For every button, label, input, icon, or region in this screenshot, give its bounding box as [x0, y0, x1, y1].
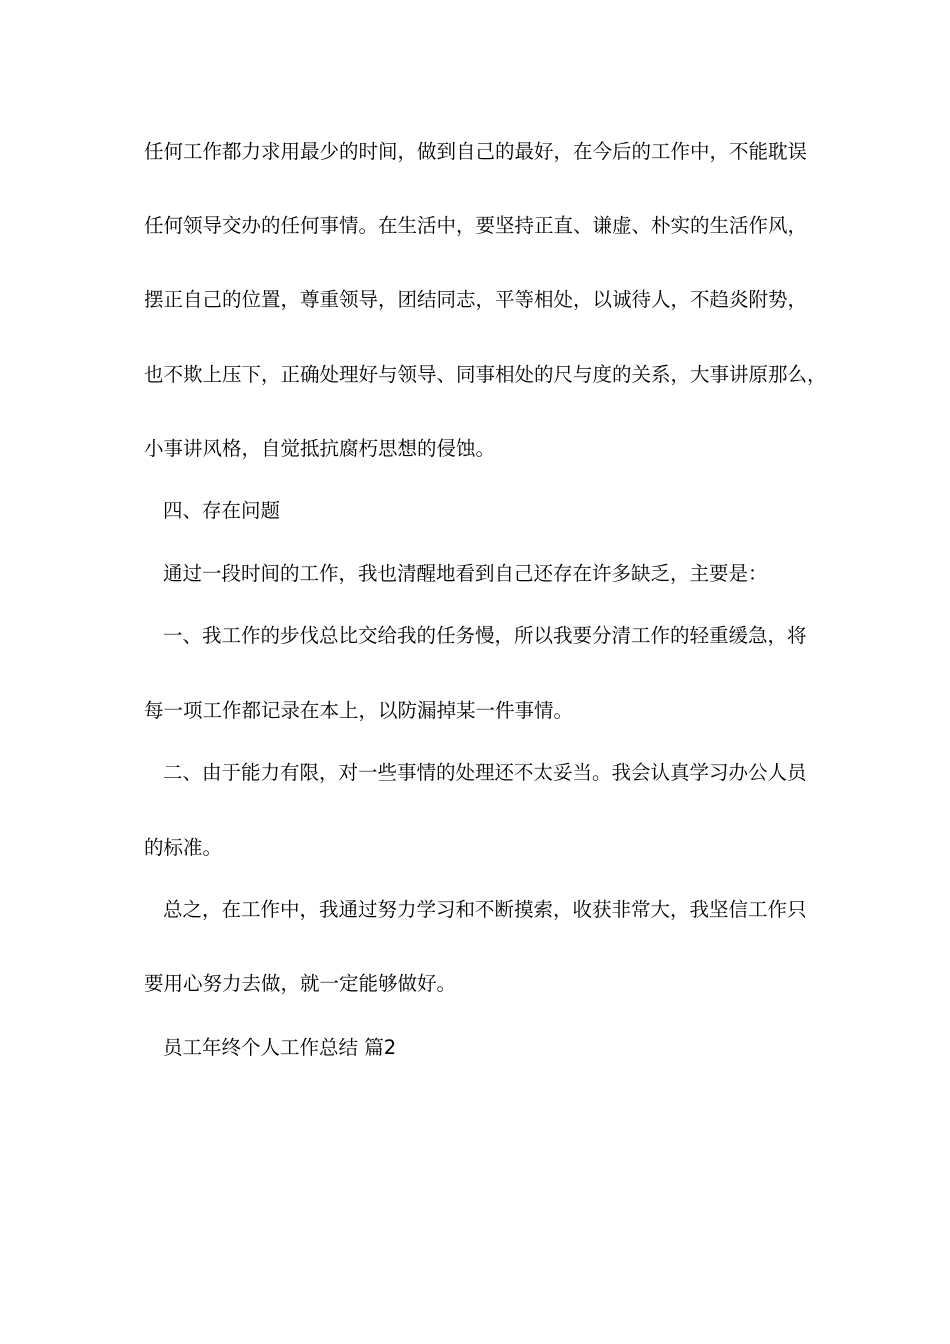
section-heading: 四、存在问题	[163, 499, 281, 522]
paragraph-line: 摆正自己的位置，尊重领导，团结同志，平等相处，以诚待人，不趋炎附势，	[144, 288, 808, 311]
section-title: 员工年终个人工作总结 篇2	[163, 1036, 397, 1059]
paragraph-line: 也不欺上压下，正确处理好与领导、同事相处的尺与度的关系，大事讲原那么，	[144, 363, 827, 386]
paragraph-line: 任何工作都力求用最少的时间，做到自己的最好，在今后的工作中，不能耽误	[144, 140, 808, 163]
paragraph-line: 总之，在工作中，我通过努力学习和不断摸索，收获非常大，我坚信工作只	[163, 898, 807, 921]
paragraph-line: 一、我工作的步伐总比交给我的任务慢，所以我要分清工作的轻重缓急，将	[163, 624, 807, 647]
paragraph-line: 二、由于能力有限，对一些事情的处理还不太妥当。我会认真学习办公人员	[163, 761, 807, 784]
paragraph-line: 的标准。	[144, 836, 223, 859]
paragraph-line: 小事讲风格，自觉抵抗腐朽思想的侵蚀。	[144, 437, 496, 460]
paragraph-line: 通过一段时间的工作，我也清醒地看到自己还存在许多缺乏，主要是：	[163, 562, 768, 585]
paragraph-line: 每一项工作都记录在本上，以防漏掉某一件事情。	[144, 699, 574, 722]
paragraph-line: 任何领导交办的任何事情。在生活中，要坚持正直、谦虚、朴实的生活作风，	[144, 214, 808, 237]
paragraph-line: 要用心努力去做，就一定能够做好。	[144, 972, 457, 995]
